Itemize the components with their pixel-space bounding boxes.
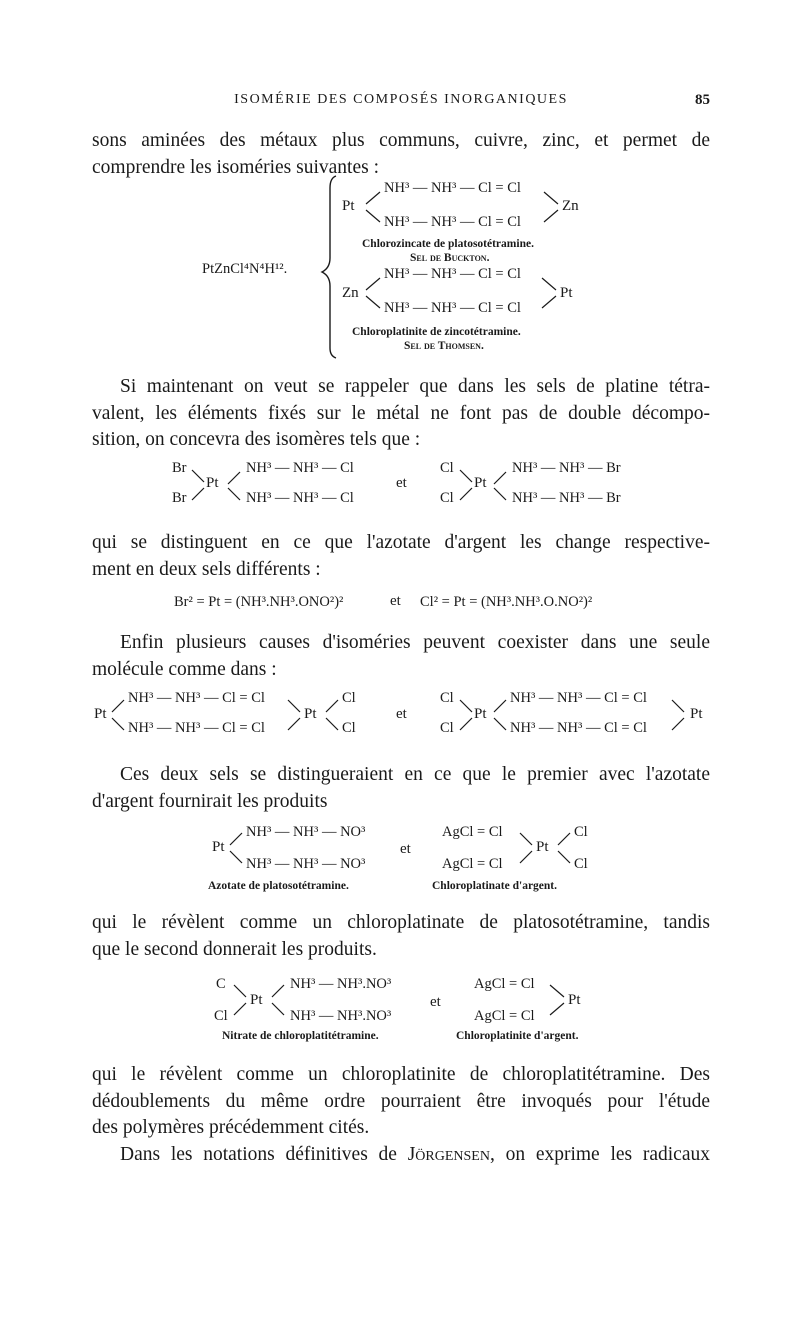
platinum-symbol: Pt: [212, 839, 225, 855]
formula-label: PtZnCl⁴N⁴H¹².: [202, 261, 288, 277]
page-number: 85: [695, 92, 710, 108]
paragraph-7: [92, 1062, 710, 1142]
platinum-symbol: Pt: [474, 706, 487, 722]
platinum-symbol: Pt: [206, 475, 219, 491]
formula-line: AgCl = Cl: [442, 824, 503, 840]
platinum-symbol: Pt: [536, 839, 549, 855]
text-line: sons aminées des métaux plus communs, cuivre, zinc, et permet de: [92, 130, 710, 151]
platinum-symbol: Pt: [250, 992, 263, 1008]
formula-line: NH³ — NH³ — Br: [512, 490, 621, 506]
conjunction-et: et: [400, 841, 411, 857]
formula-line: NH³ — NH³ — NO³: [246, 824, 366, 840]
chlorine-symbol: Cl: [574, 856, 588, 872]
text-line: ment en deux sels différents :: [92, 558, 321, 580]
conjunction-et: et: [430, 994, 441, 1010]
formula-line: NH³ — NH³ — Cl = Cl: [128, 720, 265, 736]
platinum-symbol: Pt: [560, 285, 573, 301]
text-line: qui le révèlent comme un chloroplatinate de platosotétramine, tandis: [92, 912, 710, 933]
platinum-symbol: Pt: [690, 706, 703, 722]
text-line: molécule comme dans :: [92, 658, 277, 680]
chlorine-symbol: Cl: [214, 1008, 228, 1024]
conjunction-et: et: [396, 475, 407, 491]
running-title: ISOMÉRIE DES COMPOSÉS INORGANIQUES: [234, 92, 568, 107]
formula-caption: Sel de Thomsen.: [404, 340, 484, 352]
formula-line: AgCl = Cl: [442, 856, 503, 872]
text-line: Enfin plusieurs causes d'isoméries peuvent coexister dans une seule: [120, 632, 710, 653]
formula-line: NH³ — NH³ — Cl = Cl: [510, 720, 647, 736]
formula-line: Cl² = Pt = (NH³.NH³.O.NO²)²: [420, 594, 593, 610]
formula-line: NH³ — NH³ — Br: [512, 460, 621, 476]
chlorine-symbol: Cl: [342, 720, 356, 736]
conjunction-et: et: [390, 593, 401, 609]
author-name: Jörgensen: [407, 1144, 490, 1165]
formula-caption: Chloroplatinate d'argent.: [432, 880, 558, 892]
chlorine-symbol: Cl: [440, 720, 454, 736]
text-line: sition, on concevra des isomères tels que :: [92, 429, 421, 450]
formula-line: NH³ — NH³ — NO³: [246, 856, 366, 872]
conjunction-et: et: [396, 706, 407, 722]
formula-caption: Azotate de platosotétramine.: [208, 880, 349, 892]
text-line: [92, 1142, 710, 1169]
platinum-symbol: Pt: [94, 706, 107, 722]
bromine-symbol: Br: [172, 490, 187, 506]
zinc-symbol: Zn: [562, 198, 579, 214]
text-line: Ces deux sels se distingueraient en ce que le premier avec l'azotate: [120, 764, 710, 785]
text-line: comprendre les isoméries suivantes :: [92, 156, 380, 178]
formula-line: NH³ — NH³ — Cl = Cl: [384, 214, 521, 230]
text-line: d'argent fournirait les produits: [92, 790, 328, 812]
formula-line: AgCl = Cl: [474, 1008, 535, 1024]
paragraph-8: [92, 1142, 710, 1169]
chlorine-symbol: Cl: [440, 460, 454, 476]
formula-line: AgCl = Cl: [474, 976, 535, 992]
formula-line: NH³ — NH³ — Cl = Cl: [384, 180, 521, 196]
zinc-symbol: Zn: [342, 285, 359, 301]
formula-line: NH³ — NH³ — Cl = Cl: [510, 690, 647, 706]
text-line: qui se distinguent en ce que l'azotate d'argent les change respective-: [92, 532, 710, 553]
chlorine-symbol: Cl: [440, 690, 454, 706]
text-run: Dans les notations définitives de: [120, 1144, 408, 1165]
formula-line: Br² = Pt = (NH³.NH³.ONO²)²: [174, 594, 344, 610]
formula-caption: Nitrate de chloroplatitétramine.: [222, 1030, 379, 1042]
chlorine-symbol: Cl: [440, 490, 454, 506]
text-run: , on exprime les radicaux: [489, 1144, 710, 1165]
formula-caption: Chloroplatinite de zincotétramine.: [352, 326, 521, 338]
chlorine-symbol: Cl: [574, 824, 588, 840]
formula-line: NH³ — NH³ — Cl: [246, 490, 354, 506]
platinum-symbol: Pt: [342, 198, 355, 214]
text-line: des polymères précédemment cités.: [92, 1117, 370, 1138]
bromine-symbol: Br: [172, 460, 187, 476]
formula-caption: Chlorozincate de platosotétramine.: [362, 238, 534, 250]
formula-line: NH³ — NH³ — Cl = Cl: [384, 266, 521, 282]
formula-line: NH³ — NH³ — Cl = Cl: [128, 690, 265, 706]
carbon-symbol: C: [216, 976, 226, 992]
formula-line: NH³ — NH³.NO³: [290, 1008, 392, 1024]
platinum-symbol: Pt: [568, 992, 581, 1008]
text-line: que le second donnerait les produits.: [92, 938, 377, 960]
platinum-symbol: Pt: [304, 706, 317, 722]
text-line: valent, les éléments fixés sur le métal ne font pas de double décompo-: [92, 402, 710, 424]
formula-line: NH³ — NH³ — Cl = Cl: [384, 300, 521, 316]
formula-line: NH³ — NH³ — Cl: [246, 460, 354, 476]
formula-line: NH³ — NH³.NO³: [290, 976, 392, 992]
text-line: Si maintenant on veut se rappeler que dans les sels de platine tétra-: [120, 376, 710, 397]
text-line: qui le révèlent comme un chloroplatinite de chloroplatitétramine. Des: [92, 1064, 710, 1085]
chlorine-symbol: Cl: [342, 690, 356, 706]
platinum-symbol: Pt: [474, 475, 487, 491]
formula-caption: Chloroplatinite d'argent.: [456, 1030, 579, 1042]
text-line: dédoublements du même ordre pourraient être invoqués pour l'étude: [92, 1090, 710, 1112]
formula-caption: Sel de Buckton.: [410, 252, 490, 264]
